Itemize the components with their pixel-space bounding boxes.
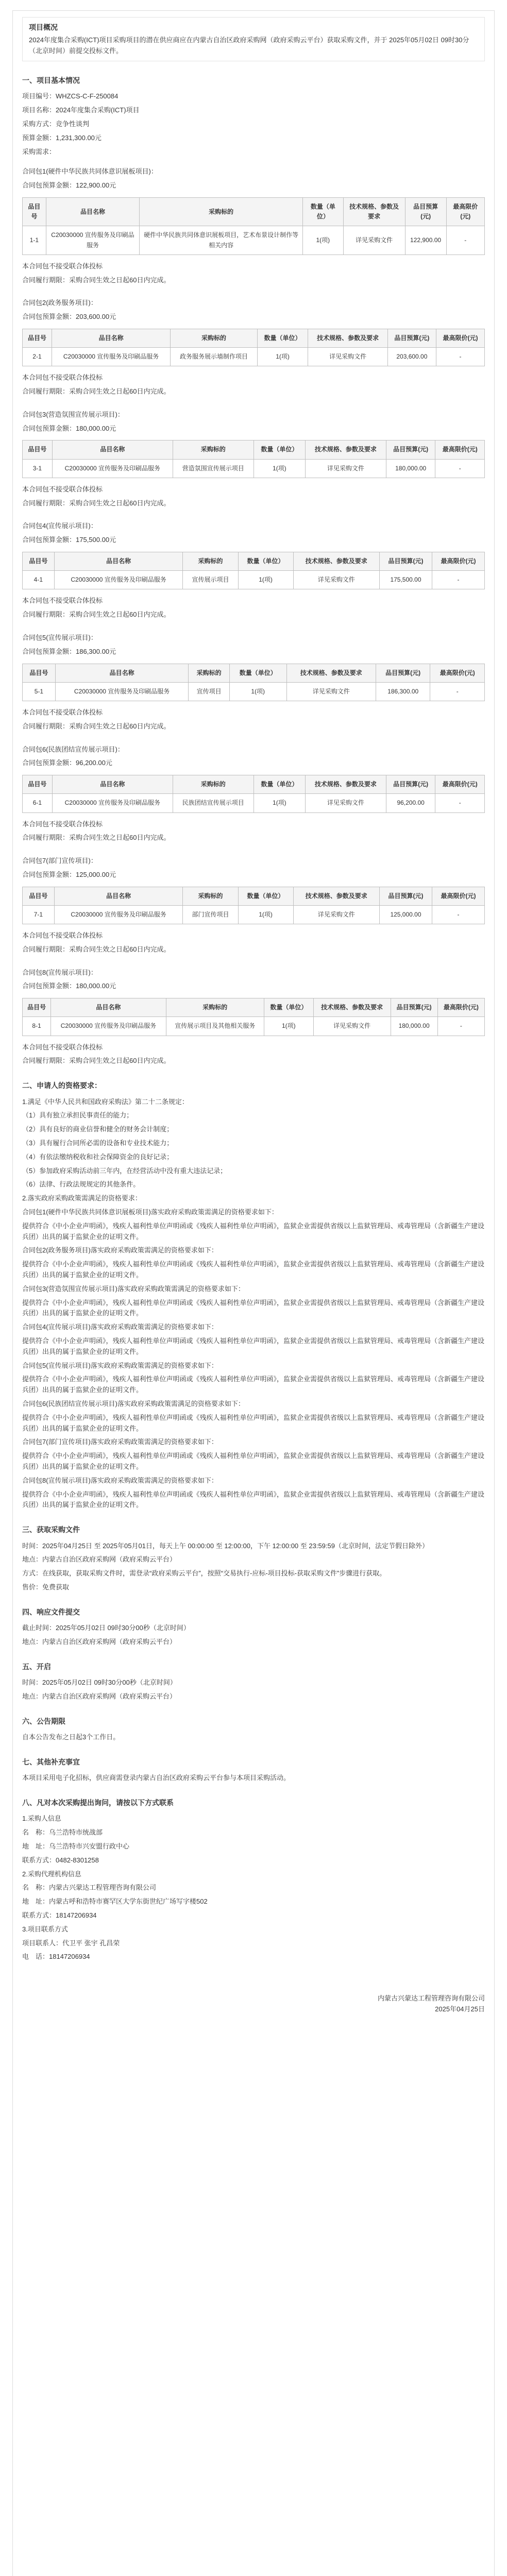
table-header-cell: 最高限价(元)	[435, 440, 485, 459]
text-line: 预算金额：1,231,300.00元	[22, 133, 102, 142]
text-line: 地 址：内蒙古呼和浩特市赛罕区大学东街世纪广场写字楼502	[22, 1897, 208, 1906]
table-cell: 4-1	[23, 571, 55, 589]
table-header-cell: 采购标的	[166, 998, 264, 1017]
text-line: 合同包4(宣传展示项目)落实政府采购政策需满足的资格要求如下：	[22, 1323, 218, 1331]
table-cell: C20030000 宣传服务及印刷品服务	[52, 348, 170, 366]
table-header-cell: 采购标的	[173, 775, 254, 794]
text-line: 提供符合《中小企业声明函》，残疾人福利性单位声明函或《残疾人福利性单位声明函》，监狱企业需提供省级以上监狱管理局、戒毒管理局（含新疆生产建设兵团）出具的属于监狱企业的证明文件。	[22, 1413, 485, 1432]
table-header-cell: 品目预算(元)	[380, 887, 432, 905]
package-period: 合同履行期限：采购合同生效之日起60日内完成。	[22, 499, 171, 507]
table-cell: 1(项)	[238, 905, 293, 924]
notice-period-info	[22, 1732, 485, 1743]
table-row	[23, 571, 485, 589]
overview-title: 项目概况	[29, 23, 58, 31]
text-line: 合同包8(宣传展示项目)落实政府采购政策需满足的资格要求如下：	[22, 1476, 218, 1484]
package-budget: 合同包预算金额：180,000.00元	[22, 424, 116, 432]
text-line: 2.采购代理机构信息	[22, 1870, 81, 1878]
text-line: （5）参加政府采购活动前三年内，在经营活动中没有重大违法记录；	[22, 1166, 227, 1175]
table-header-cell: 品目名称	[46, 197, 140, 226]
table-cell: C20030000 宣传服务及印刷品服务	[55, 682, 189, 701]
table-cell: 5-1	[23, 682, 56, 701]
table-cell: 宣传项目	[189, 682, 229, 701]
table-header-cell: 品目号	[23, 664, 56, 682]
text-line: 提供符合《中小企业声明函》，残疾人福利性单位声明函或《残疾人福利性单位声明函》，监狱企业需提供省级以上监狱管理局、戒毒管理局（含新疆生产建设兵团）出具的属于监狱企业的证明文件。	[22, 1452, 485, 1470]
text-line: 合同包5(宣传展示项目)落实政府采购政策需满足的资格要求如下：	[22, 1361, 218, 1369]
package-table	[22, 440, 485, 478]
text-line: 2.落实政府采购政策需满足的资格要求：	[22, 1194, 142, 1202]
table-header-cell: 数量（单位）	[238, 552, 293, 571]
package-table	[22, 998, 485, 1036]
package-block	[22, 744, 485, 844]
table-cell: -	[432, 571, 484, 589]
package-intro: 合同包5(宣传展示项目)：	[22, 633, 97, 641]
table-header-cell: 品目名称	[54, 887, 183, 905]
table-header-cell: 最高限价(元)	[430, 664, 485, 682]
table-cell: C20030000 宣传服务及印刷品服务	[52, 459, 173, 478]
table-header-cell: 技术规格、参数及要求	[313, 998, 391, 1017]
table-header-cell: 数量（单位）	[238, 887, 293, 905]
table-header-cell: 采购标的	[173, 440, 254, 459]
package-budget: 合同包预算金额：125,000.00元	[22, 870, 116, 878]
table-header-cell: 数量（单位）	[254, 440, 305, 459]
table-header-cell: 采购标的	[171, 329, 257, 347]
document-frame	[12, 10, 495, 2576]
section-basic-heading: 一、项目基本情况	[22, 76, 80, 84]
table-cell: 7-1	[23, 905, 55, 924]
package-period: 合同履行期限：采购合同生效之日起60日内完成。	[22, 276, 171, 284]
package-block	[22, 410, 485, 509]
table-cell: 宣传展示项目及其他相关服务	[166, 1017, 264, 1036]
table-header-cell: 品目号	[23, 440, 53, 459]
table-header-row	[23, 887, 485, 905]
section-contact-heading: 八、凡对本次采购提出询问，请按以下方式联系	[22, 1799, 174, 1807]
table-cell: -	[432, 905, 484, 924]
table-cell: -	[435, 794, 485, 812]
signature-org: 内蒙古兴蒙达工程管理咨询有限公司	[377, 1994, 485, 2003]
table-cell: 宣传展示项目	[183, 571, 238, 589]
table-header-row	[23, 197, 485, 226]
table-cell: -	[437, 1017, 484, 1036]
table-cell: 营造氛围宣传展示项目	[173, 459, 254, 478]
table-cell: 1(项)	[254, 459, 305, 478]
table-cell: C20030000 宣传服务及印刷品服务	[54, 905, 183, 924]
table-header-cell: 品目预算(元)	[405, 197, 446, 226]
table-header-cell: 采购标的	[189, 664, 229, 682]
table-header-row	[23, 552, 485, 571]
package-table	[22, 775, 485, 812]
text-line: 方式：在线获取，获取采购文件时，需登录“政府采购云平台”，按照“交易执行-应标-项目投标-获取采购文件”步骤进行获取。	[22, 1569, 386, 1578]
package-intro: 合同包1(硬件中华民族共同体意识展板项目)：	[22, 167, 158, 176]
text-line: （1）具有独立承担民事责任的能力；	[22, 1111, 133, 1120]
table-header-cell: 最高限价(元)	[446, 197, 484, 226]
text-line: 提供符合《中小企业声明函》，残疾人福利性单位声明函或《残疾人福利性单位声明函》，监狱企业需提供省级以上监狱管理局、戒毒管理局（含新疆生产建设兵团）出具的属于监狱企业的证明文件。	[22, 1260, 485, 1279]
table-header-cell: 数量（单位）	[264, 998, 313, 1017]
package-table	[22, 552, 485, 589]
text-line: （3）具有履行合同所必需的设备和专业技术能力；	[22, 1139, 174, 1147]
table-cell: 96,200.00	[386, 794, 435, 812]
table-header-cell: 品目名称	[51, 998, 166, 1017]
text-line: 项目联系人：代卫平 张宇 孔昌荣	[22, 1939, 120, 1947]
package-intro: 合同包2(政务服务项目)：	[22, 299, 97, 307]
package-intro: 合同包7(部门宣传项目)：	[22, 857, 97, 865]
text-line: 采购需求：	[22, 147, 56, 156]
text-line: 地点：内蒙古自治区政府采购网（政府采购云平台）	[22, 1555, 177, 1564]
package-note: 本合同包不接受联合体投标	[22, 820, 103, 828]
package-budget: 合同包预算金额：175,500.00元	[22, 536, 116, 544]
table-header-cell: 品目预算(元)	[387, 329, 436, 347]
section-notice-period-heading: 六、公告期限	[22, 1717, 65, 1725]
table-cell: 1(项)	[257, 348, 308, 366]
package-period: 合同履行期限：采购合同生效之日起60日内完成。	[22, 1057, 171, 1065]
table-cell: 203,600.00	[387, 348, 436, 366]
basic-info	[22, 91, 485, 157]
table-cell: -	[430, 682, 485, 701]
table-cell: 详见采购文件	[293, 571, 379, 589]
text-line: 本项目采用电子化招标，供应商需登录内蒙古自治区政府采购云平台参与本项目采购活动。	[22, 1774, 291, 1782]
package-intro: 合同包4(宣传展示项目)：	[22, 522, 97, 530]
signature-block	[22, 1993, 485, 2015]
table-cell: 8-1	[23, 1017, 51, 1036]
section-opening-heading: 五、开启	[22, 1662, 51, 1671]
text-line: 地 址：乌兰浩特市兴安盟行政中心	[22, 1842, 130, 1851]
package-budget: 合同包预算金额：180,000.00元	[22, 982, 116, 990]
package-budget: 合同包预算金额：96,200.00元	[22, 759, 112, 767]
package-table	[22, 329, 485, 366]
package-block	[22, 521, 485, 620]
table-header-cell: 品目号	[23, 775, 53, 794]
text-line: 3.项目联系方式	[22, 1925, 68, 1933]
table-cell: 硬件中华民族共同体意识展板项目，艺术布景设计制作等相关内容	[140, 226, 303, 255]
table-cell: -	[446, 226, 484, 255]
table-cell: 180,000.00	[386, 459, 435, 478]
package-period: 合同履行期限：采购合同生效之日起60日内完成。	[22, 387, 171, 396]
package-note: 本合同包不接受联合体投标	[22, 374, 103, 382]
table-cell: 2-1	[23, 348, 52, 366]
package-block	[22, 968, 485, 1067]
table-cell: 政务服务展示墙制作项目	[171, 348, 257, 366]
table-cell: 1-1	[23, 226, 46, 255]
table-cell: C20030000 宣传服务及印刷品服务	[51, 1017, 166, 1036]
table-header-row	[23, 664, 485, 682]
table-cell: 民族团结宣传展示项目	[173, 794, 254, 812]
table-cell: 详见采购文件	[313, 1017, 391, 1036]
package-note: 本合同包不接受联合体投标	[22, 1043, 103, 1051]
table-cell: 详见采购文件	[343, 226, 405, 255]
package-note: 本合同包不接受联合体投标	[22, 485, 103, 493]
package-period: 合同履行期限：采购合同生效之日起60日内完成。	[22, 611, 171, 619]
text-line: 自本公告发布之日起3个工作日。	[22, 1733, 120, 1741]
text-line: 名 称：乌兰浩特市统战部	[22, 1828, 103, 1837]
text-line: 时间：2025年05月02日 09时30分00秒（北京时间）	[22, 1679, 177, 1687]
section-obtain-heading: 三、获取采购文件	[22, 1526, 80, 1534]
table-header-cell: 品目名称	[52, 440, 173, 459]
text-line: 合同包2(政务服务项目)落实政府采购政策需满足的资格要求如下：	[22, 1246, 218, 1255]
table-header-cell: 技术规格、参数及要求	[293, 552, 379, 571]
text-line: 联系方式：0482-8301258	[22, 1856, 99, 1864]
table-cell: 1(项)	[229, 682, 286, 701]
table-header-cell: 品目号	[23, 197, 46, 226]
table-header-cell: 品目预算(元)	[391, 998, 437, 1017]
table-header-cell: 最高限价(元)	[436, 329, 484, 347]
text-line: 合同包7(部门宣传项目)落实政府采购政策需满足的资格要求如下：	[22, 1438, 218, 1446]
table-header-cell: 品目号	[23, 887, 55, 905]
text-line: 提供符合《中小企业声明函》，残疾人福利性单位声明函或《残疾人福利性单位声明函》，监狱企业需提供省级以上监狱管理局、戒毒管理局（含新疆生产建设兵团）出具的属于监狱企业的证明文件。	[22, 1222, 485, 1241]
text-line: 合同包3(营造氛围宣传展示项目)落实政府采购政策需满足的资格要求如下：	[22, 1284, 245, 1293]
table-cell: 详见采购文件	[293, 905, 379, 924]
table-header-cell: 采购标的	[140, 197, 303, 226]
table-header-cell: 最高限价(元)	[437, 998, 484, 1017]
table-header-cell: 最高限价(元)	[432, 552, 484, 571]
table-header-cell: 数量（单位）	[302, 197, 343, 226]
text-line: 提供符合《中小企业声明函》，残疾人福利性单位声明函或《残疾人福利性单位声明函》，监狱企业需提供省级以上监狱管理局、戒毒管理局（含新疆生产建设兵团）出具的属于监狱企业的证明文件。	[22, 1298, 485, 1317]
table-header-cell: 数量（单位）	[257, 329, 308, 347]
package-budget: 合同包预算金额：203,600.00元	[22, 313, 116, 321]
table-header-cell: 品目预算(元)	[386, 775, 435, 794]
text-line: 合同包6(民族团结宣传展示项目)落实政府采购政策需满足的资格要求如下：	[22, 1399, 245, 1408]
package-period: 合同履行期限：采购合同生效之日起60日内完成。	[22, 722, 171, 730]
table-cell: C20030000 宣传服务及印刷品服务	[52, 794, 173, 812]
table-cell: 详见采购文件	[308, 348, 387, 366]
table-header-cell: 品目名称	[54, 552, 183, 571]
table-header-cell: 技术规格、参数及要求	[343, 197, 405, 226]
overview-box	[22, 17, 485, 61]
table-header-cell: 品目预算(元)	[380, 552, 432, 571]
table-header-cell: 品目号	[23, 552, 55, 571]
table-header-row	[23, 440, 485, 459]
package-intro: 合同包8(宣传展示项目)：	[22, 968, 97, 976]
table-cell: 部门宣传项目	[183, 905, 238, 924]
table-header-cell: 采购标的	[183, 887, 238, 905]
signature-date: 2025年04月25日	[435, 2005, 485, 2013]
text-line: 项目名称：2024年度集合采购(ICT)项目	[22, 106, 140, 114]
table-header-cell: 最高限价(元)	[432, 887, 484, 905]
packages-list	[22, 166, 485, 1066]
package-block	[22, 166, 485, 285]
text-line: 提供符合《中小企业声明函》，残疾人福利性单位声明函或《残疾人福利性单位声明函》，监狱企业需提供省级以上监狱管理局、戒毒管理局（含新疆生产建设兵团）出具的属于监狱企业的证明文件。	[22, 1336, 485, 1355]
section-other-heading: 七、其他补充事宜	[22, 1757, 80, 1766]
section-qualification-heading: 二、申请人的资格要求：	[22, 1081, 102, 1090]
table-header-cell: 技术规格、参数及要求	[293, 887, 379, 905]
text-line: 联系方式：18147206934	[22, 1911, 97, 1920]
other-info	[22, 1773, 485, 1784]
text-line: 售价：免费获取	[22, 1583, 70, 1591]
text-line: 提供符合《中小企业声明函》，残疾人福利性单位声明函或《残疾人福利性单位声明函》，监狱企业需提供省级以上监狱管理局、戒毒管理局（含新疆生产建设兵团）出具的属于监狱企业的证明文件。	[22, 1375, 485, 1394]
package-block	[22, 856, 485, 955]
package-table	[22, 664, 485, 701]
opening-info	[22, 1677, 485, 1702]
table-header-cell: 品目名称	[52, 329, 170, 347]
package-note: 本合同包不接受联合体投标	[22, 708, 103, 716]
qualification-info	[22, 1097, 485, 1511]
table-header-cell: 技术规格、参数及要求	[305, 440, 386, 459]
overview-text: 2024年度集合采购(ICT)项目采购项目的潜在供应商应在内蒙古自治区政府采购网（政府采购云平台）获取采购文件，并于 2025年05月02日 09时30分（北京时间）前提交投标文件。	[29, 36, 469, 55]
table-header-cell: 技术规格、参数及要求	[286, 664, 376, 682]
text-line: 时间：2025年04月25日 至 2025年05月01日，每天上午 00:00:00 至 12:00:00，下午 12:00:00 至 23:59:59（北京时间，法定节假日除外）	[22, 1541, 429, 1550]
text-line: （6）法律、行政法规规定的其他条件。	[22, 1180, 140, 1189]
table-header-cell: 品目号	[23, 329, 52, 347]
table-cell: C20030000 宣传服务及印刷品服务	[46, 226, 140, 255]
table-cell: 186,300.00	[376, 682, 430, 701]
contact-info	[22, 1814, 485, 1962]
package-intro: 合同包6(民族团结宣传展示项目)：	[22, 745, 124, 753]
table-cell: 1(项)	[238, 571, 293, 589]
text-line: （2）具有良好的商业信誉和健全的财务会计制度；	[22, 1125, 174, 1133]
text-line: 名 称：内蒙古兴蒙达工程管理咨询有限公司	[22, 1884, 157, 1892]
text-line: （4）有依法缴纳税收和社会保障资金的良好记录；	[22, 1153, 174, 1161]
table-cell: 175,500.00	[380, 571, 432, 589]
package-period: 合同履行期限：采购合同生效之日起60日内完成。	[22, 834, 171, 842]
table-cell: 1(项)	[264, 1017, 313, 1036]
table-header-cell: 技术规格、参数及要求	[308, 329, 387, 347]
text-line: 1.满足《中华人民共和国政府采购法》第二十二条规定：	[22, 1097, 189, 1106]
table-cell: C20030000 宣传服务及印刷品服务	[54, 571, 183, 589]
package-table	[22, 887, 485, 924]
text-line: 提供符合《中小企业声明函》，残疾人福利性单位声明函或《残疾人福利性单位声明函》，监狱企业需提供省级以上监狱管理局、戒毒管理局（含新疆生产建设兵团）出具的属于监狱企业的证明文件。	[22, 1490, 485, 1509]
text-line: 项目编号：WHZCS-C-F-250084	[22, 92, 119, 100]
table-header-row	[23, 998, 485, 1017]
package-budget: 合同包预算金额：122,900.00元	[22, 181, 116, 190]
text-line: 地点：内蒙古自治区政府采购网（政府采购云平台）	[22, 1692, 177, 1700]
obtain-info	[22, 1541, 485, 1593]
table-row	[23, 348, 485, 366]
table-row	[23, 226, 485, 255]
table-row	[23, 905, 485, 924]
table-cell: 详见采购文件	[305, 459, 386, 478]
text-line: 合同包1(硬件中华民族共同体意识展板项目)落实政府采购政策需满足的资格要求如下：	[22, 1208, 278, 1216]
table-header-cell: 品目名称	[55, 664, 189, 682]
table-header-cell: 品目名称	[52, 775, 173, 794]
table-row	[23, 794, 485, 812]
package-period: 合同履行期限：采购合同生效之日起60日内完成。	[22, 945, 171, 953]
package-intro: 合同包3(营造氛围宣传展示项目)：	[22, 410, 124, 418]
text-line: 地点：内蒙古自治区政府采购网（政府采购云平台）	[22, 1637, 177, 1646]
table-header-cell: 采购标的	[183, 552, 238, 571]
package-budget: 合同包预算金额：186,300.00元	[22, 647, 116, 655]
table-cell: -	[436, 348, 484, 366]
table-cell: 6-1	[23, 794, 53, 812]
text-line: 截止时间：2025年05月02日 09时30分00秒（北京时间）	[22, 1624, 190, 1632]
package-block	[22, 298, 485, 397]
table-cell: 1(项)	[254, 794, 305, 812]
table-header-cell: 技术规格、参数及要求	[305, 775, 386, 794]
table-header-cell: 最高限价(元)	[435, 775, 485, 794]
table-cell: 3-1	[23, 459, 53, 478]
table-cell: 122,900.00	[405, 226, 446, 255]
table-header-cell: 品目预算(元)	[386, 440, 435, 459]
package-note: 本合同包不接受联合体投标	[22, 597, 103, 605]
table-header-row	[23, 775, 485, 794]
package-note: 本合同包不接受联合体投标	[22, 262, 103, 270]
package-note: 本合同包不接受联合体投标	[22, 931, 103, 940]
section-deadline-heading: 四、响应文件提交	[22, 1607, 80, 1616]
table-header-row	[23, 329, 485, 347]
table-cell: 详见采购文件	[286, 682, 376, 701]
table-header-cell: 品目预算(元)	[376, 664, 430, 682]
table-cell: -	[435, 459, 485, 478]
table-cell: 详见采购文件	[305, 794, 386, 812]
package-block	[22, 633, 485, 732]
table-header-cell: 品目号	[23, 998, 51, 1017]
table-cell: 125,000.00	[380, 905, 432, 924]
table-row	[23, 682, 485, 701]
package-table	[22, 197, 485, 255]
table-header-cell: 数量（单位）	[229, 664, 286, 682]
table-row	[23, 1017, 485, 1036]
table-row	[23, 459, 485, 478]
text-line: 采购方式：竞争性谈判	[22, 120, 90, 128]
table-cell: 180,000.00	[391, 1017, 437, 1036]
text-line: 1.采购人信息	[22, 1815, 61, 1823]
deadline-info	[22, 1623, 485, 1648]
table-cell: 1(项)	[302, 226, 343, 255]
text-line: 电 话：18147206934	[22, 1953, 90, 1961]
table-header-cell: 数量（单位）	[254, 775, 305, 794]
